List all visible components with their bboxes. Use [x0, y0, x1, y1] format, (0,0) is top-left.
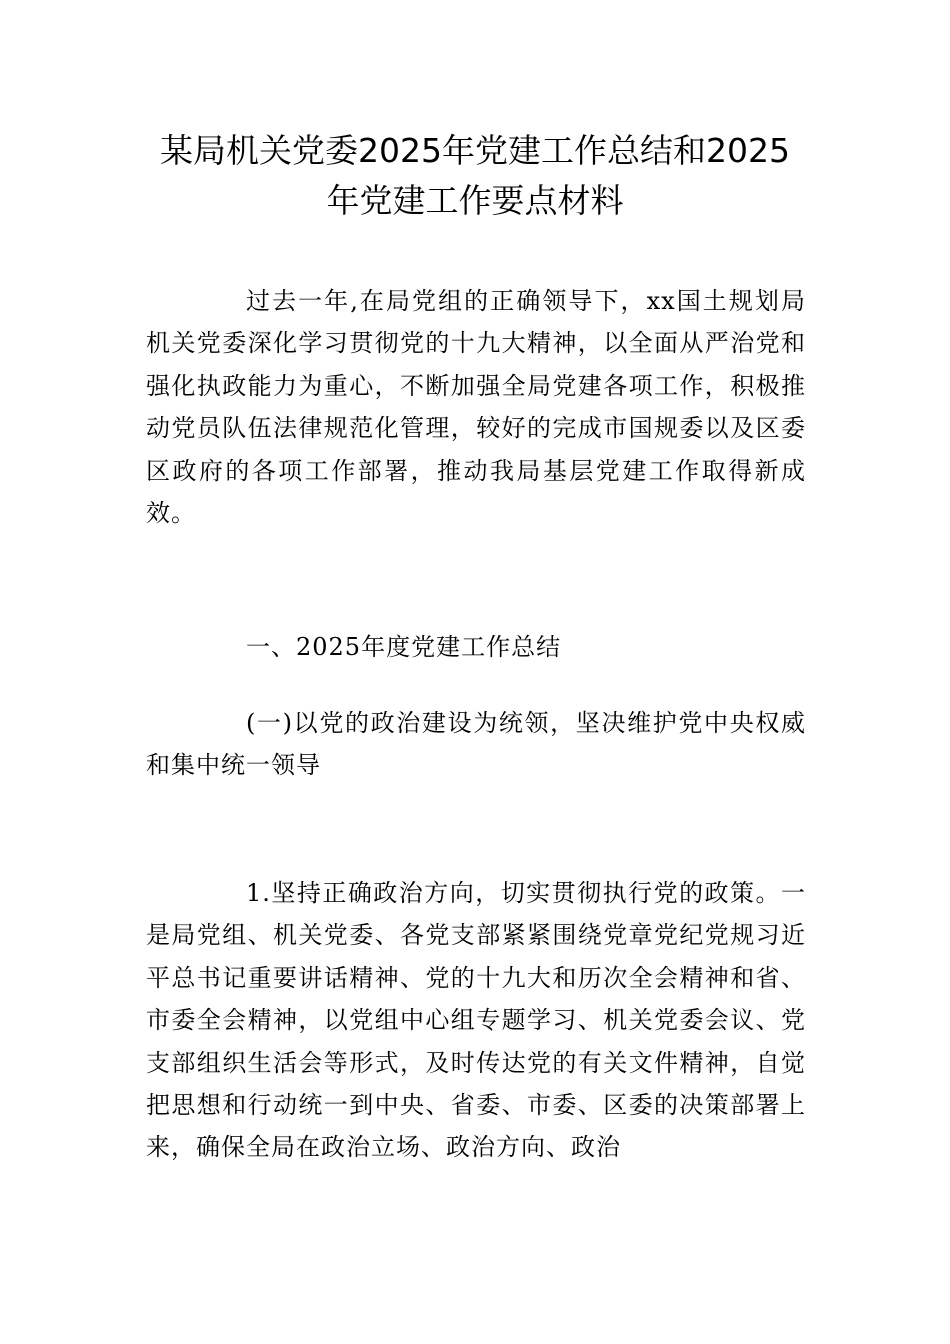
intro-paragraph: 过去一年,在局党组的正确领导下，xx国土规划局机关党委深化学习贯彻党的十九大精神，以全面从严治党和强化执政能力为重心，不断加强全局党建各项工作，积极推动党员队伍法律规范化管理，较好的完成市国规委以及区委区政府的各项工作部署，推动我局基层党建工作取得新成效。: [146, 287, 806, 528]
title-line-1: 某局机关党委2025年党建工作总结和2025: [160, 131, 790, 170]
document-title: [120, 126, 830, 226]
subsection-heading-1: (一)以党的政治建设为统领，坚决维护党中央权威和集中统一领导: [146, 709, 806, 780]
body-paragraph-1: 1.坚持正确政治方向，切实贯彻执行党的政策。一是局党组、机关党委、各党支部紧紧围绕党章党纪党规习近平总书记重要讲话精神、党的十九大和历次全会精神和省、市委全会精神，以党组中心组专题学习、机关党委会议、党支部组织生活会等形式，及时传达党的有关文件精神，自觉把思想和行动统一到中央、省委、市委、区委的决策部署上来，确保全局在政治立场、政治方向、政治: [146, 879, 806, 1162]
section-heading-1: 一、2025年度党建工作总结: [246, 633, 562, 661]
title-line-2: 年党建工作要点材料: [326, 181, 624, 220]
